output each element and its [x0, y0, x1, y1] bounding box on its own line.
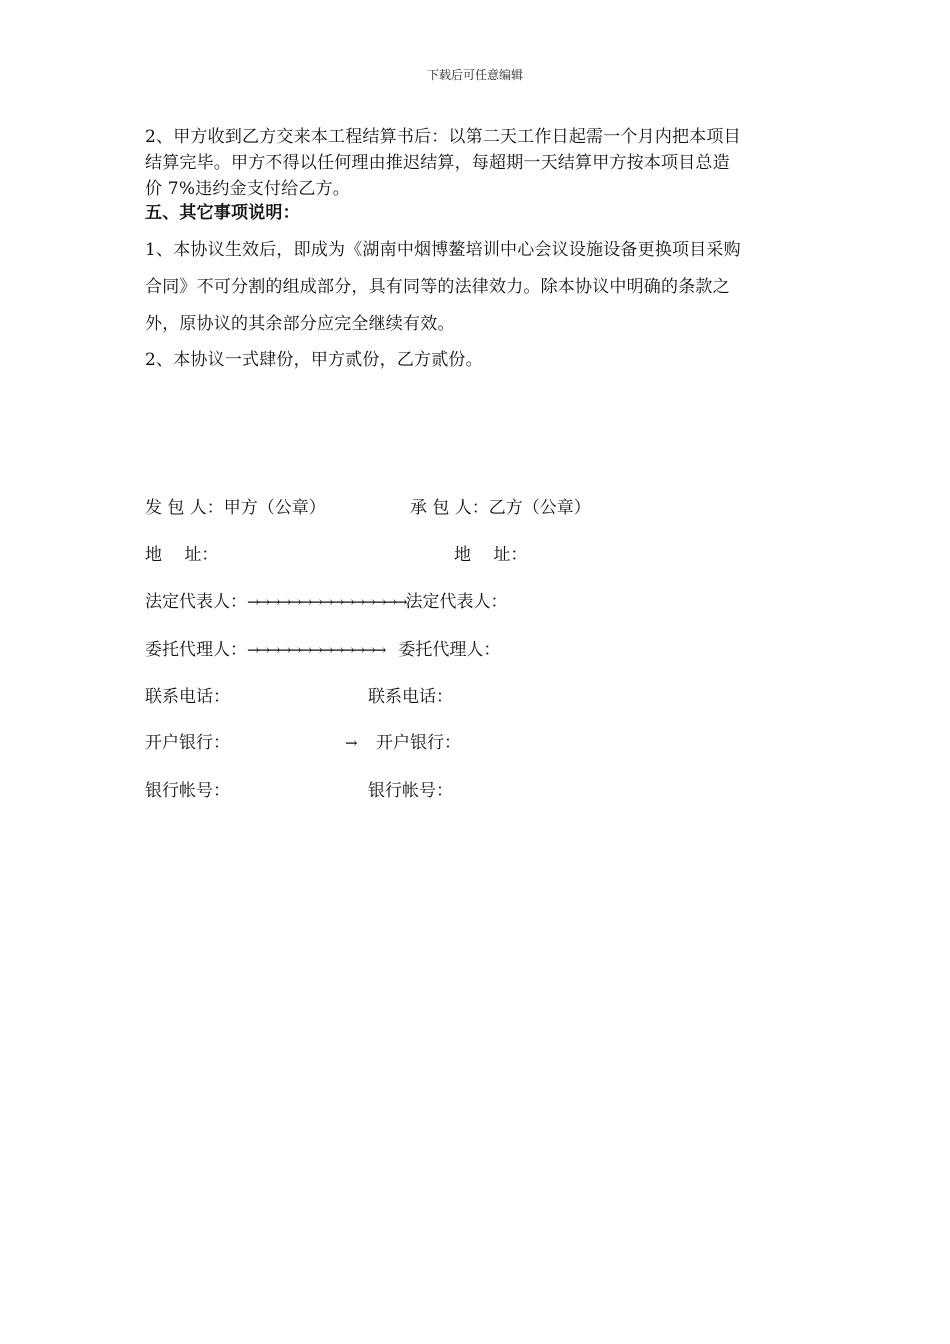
- address-a-label: 地 址：: [145, 545, 219, 565]
- account-b-label: 银行帐号：: [368, 781, 453, 801]
- bank-a-label: 开户银行：: [145, 733, 230, 753]
- address-b-label: 地 址：: [454, 545, 528, 565]
- phone-b-label: 联系电话：: [368, 687, 453, 707]
- phone-a-label: 联系电话：: [145, 687, 230, 707]
- agent-b-label: 委托代理人：: [398, 640, 501, 660]
- clause5-item1-line1: 1、本协议生效后，即成为《湖南中烟博鳌培训中心会议设施设备更换项目采购: [145, 240, 741, 260]
- legal-rep-arrows: →→→→→→→→→→→→→→→: [247, 593, 406, 611]
- party-a-label: 发 包 人：甲方（公章）: [145, 498, 326, 518]
- bank-b-label: 开户银行：: [376, 733, 461, 753]
- party-b-label: 承 包 人：乙方（公章）: [410, 498, 591, 518]
- agent-a-label: 委托代理人：: [145, 640, 247, 660]
- clause5-item1-line2: 合同》不可分割的组成部分，具有同等的法律效力。除本协议中明确的条款之: [145, 277, 730, 297]
- clause4-item2-line2: 结算完毕。甲方不得以任何理由推迟结算，每超期一天结算甲方按本项目总造: [145, 153, 730, 173]
- legal-rep-row: [145, 589, 508, 615]
- clause4-item2-line3: 价 7%违约金支付给乙方。: [145, 179, 350, 199]
- legal-rep-b-label: 法定代表人：: [405, 592, 508, 612]
- clause4-item2-line1: 2、甲方收到乙方交来本工程结算书后：以第二天工作日起需一个月内把本项目: [145, 127, 741, 147]
- agent-arrows: →→→→→→→→→→→→→: [247, 641, 385, 659]
- page-header: 下载后可任意编辑: [426, 68, 523, 82]
- legal-rep-a-label: 法定代表人：: [145, 592, 247, 612]
- account-a-label: 银行帐号：: [145, 781, 230, 801]
- section5-heading: 五、其它事项说明：: [145, 203, 300, 223]
- agent-row: [145, 637, 500, 663]
- clause5-item2: 2、本协议一式肆份，甲方贰份，乙方贰份。: [145, 350, 483, 370]
- clause5-item1-line3: 外，原协议的其余部分应完全继续有效。: [145, 314, 455, 334]
- bank-arrow: →: [345, 734, 356, 752]
